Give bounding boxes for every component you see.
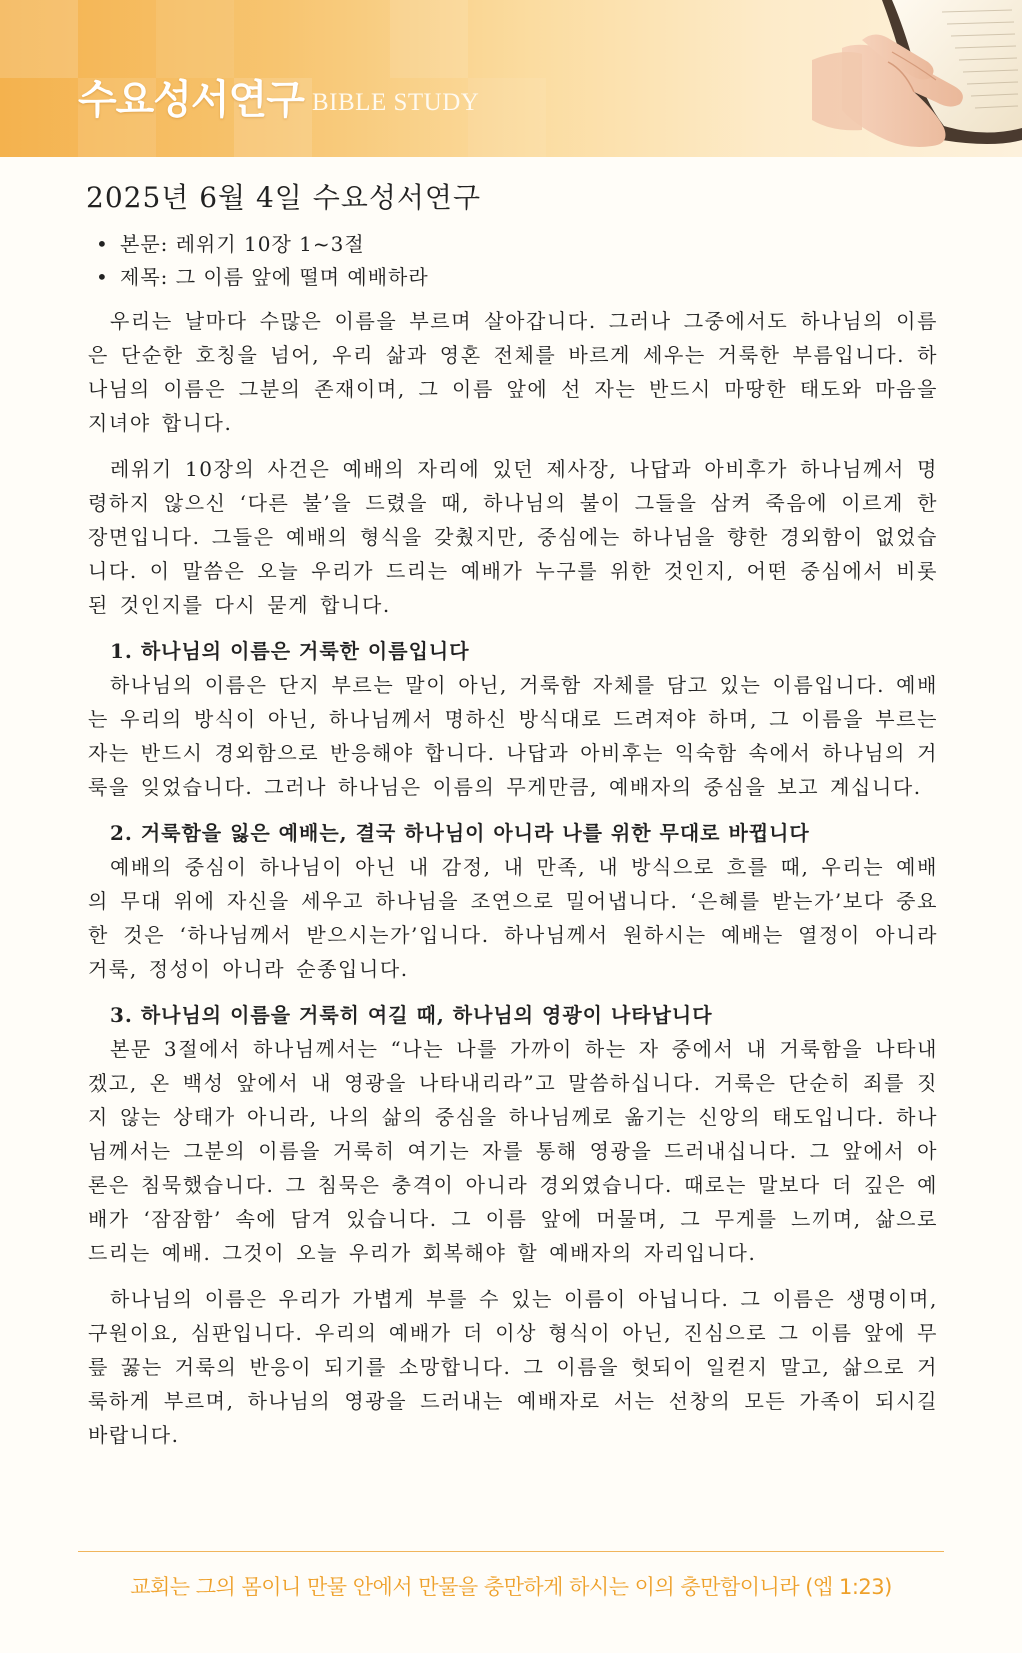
section-heading: 3. 하나님의 이름을 거룩히 여길 때, 하나님의 영광이 나타납니다 <box>110 1003 713 1027</box>
banner-title: 수요성서연구 <box>78 77 304 123</box>
banner-tile <box>156 0 234 78</box>
banner-tile <box>0 0 78 78</box>
meta-title <box>96 261 429 294</box>
bullet-icon: • <box>96 232 109 256</box>
section-paragraph: 본문 3절에서 하나님께서는 “나는 나를 가까이 하는 자 중에서 내 거룩함을 나타내겠고, 온 백성 앞에서 내 영광을 나타내리라”고 말씀하십니다. 거룩은 단순히 죄를 짓지 않는 상태가 아니라, 나의 삶의 중심을 하나님께로 옮기는 신앙의 태도입니다. 하나님께서는 그분의 이름을 거룩히 여기는 자를 통해 영광을 드러내십니다. 그 앞에서 아론은 침묵했습니다. 그 침묵은 충격이 아니라 경외였습니다. 때로는 말보다 더 깊은 예배가 ‘잠잠함’ 속에 담겨 있습니다. 그 이름 앞에 머물며, 그 무게를 느끼며, 삶으로 드리는 예배. 그것이 오늘 우리가 회복해야 할 예배자의 자리입니다. <box>88 1037 938 1265</box>
header-banner <box>0 0 1022 157</box>
footer-divider <box>78 1551 944 1552</box>
section-paragraph: 예배의 중심이 하나님이 아닌 내 감정, 내 만족, 내 방식으로 흐를 때, 우리는 예배의 무대 위에 자신을 세우고 하나님을 조연으로 밀어냅니다. ‘은혜를 받는가’보다 중요한 것은 ‘하나님께서 받으시는가’입니다. 하나님께서 원하시는 예배는 열정이 아니라 거룩, 정성이 아니라 순종입니다. <box>88 855 938 981</box>
banner-tile <box>468 78 546 157</box>
intro-paragraph: 우리는 날마다 수많은 이름을 부르며 살아갑니다. 그러나 그중에서도 하나님의 이름은 단순한 호칭을 넘어, 우리 삶과 영혼 전체를 바르게 세우는 거룩한 부름입니다. 하나님의 이름은 그분의 존재이며, 그 이름 앞에 선 자는 반드시 마땅한 태도와 마음을 지녀야 합니다. <box>88 309 938 435</box>
bullet-icon: • <box>96 265 109 289</box>
sermon-body <box>88 304 938 1464</box>
banner-subtitle: BIBLE STUDY <box>312 89 480 116</box>
open-bible-hands-icon <box>692 0 1022 157</box>
banner-tile <box>390 0 468 78</box>
meta-list <box>96 228 429 294</box>
footer-verse: 교회는 그의 몸이니 만물 안에서 만물을 충만하게 하시는 이의 충만함이니라 (엡 1:23) <box>130 1575 892 1599</box>
section-paragraph: 하나님의 이름은 단지 부르는 말이 아닌, 거룩함 자체를 담고 있는 이름입니다. 예배는 우리의 방식이 아닌, 하나님께서 명하신 방식대로 드려져야 하며, 그 이름을 부르는 자는 반드시 경외함으로 반응해야 합니다. 나답과 아비후는 익숙함 속에서 하나님의 거룩을 잊었습니다. 그러나 하나님은 이름의 무게만큼, 예배자의 중심을 보고 계십니다. <box>88 673 938 799</box>
intro-paragraph: 레위기 10장의 사건은 예배의 자리에 있던 제사장, 나답과 아비후가 하나님께서 명령하지 않으신 ‘다른 불’을 드렸을 때, 하나님의 불이 그들을 삼켜 죽음에 이르게 한 장면입니다. 그들은 예배의 형식을 갖췄지만, 중심에는 하나님을 향한 경외함이 없었습니다. 이 말씀은 오늘 우리가 드리는 예배가 누구를 위한 것인지, 어떤 중심에서 비롯된 것인지를 다시 묻게 합니다. <box>88 457 938 617</box>
meta-passage-text: 본문: 레위기 10장 1~3절 <box>120 232 365 256</box>
closing-paragraph: 하나님의 이름은 우리가 가볍게 부를 수 있는 이름이 아닙니다. 그 이름은 생명이며, 구원이요, 심판입니다. 우리의 예배가 더 이상 형식이 아닌, 진심으로 그 이름 앞에 무릎 꿇는 거룩의 반응이 되기를 소망합니다. 그 이름을 헛되이 일컫지 말고, 삶으로 거룩하게 부르며, 하나님의 영광을 드러내는 예배자로 서는 선창의 모든 가족이 되시길 바랍니다. <box>88 1287 938 1447</box>
section-heading: 1. 하나님의 이름은 거룩한 이름입니다 <box>110 639 470 663</box>
meta-title-text: 제목: 그 이름 앞에 떨며 예배하라 <box>120 265 429 289</box>
document-title: 2025년 6월 4일 수요성서연구 <box>86 181 482 214</box>
section-heading: 2. 거룩함을 잃은 예배는, 결국 하나님이 아니라 나를 위한 무대로 바뀝니다 <box>110 821 810 845</box>
meta-passage <box>96 228 429 261</box>
